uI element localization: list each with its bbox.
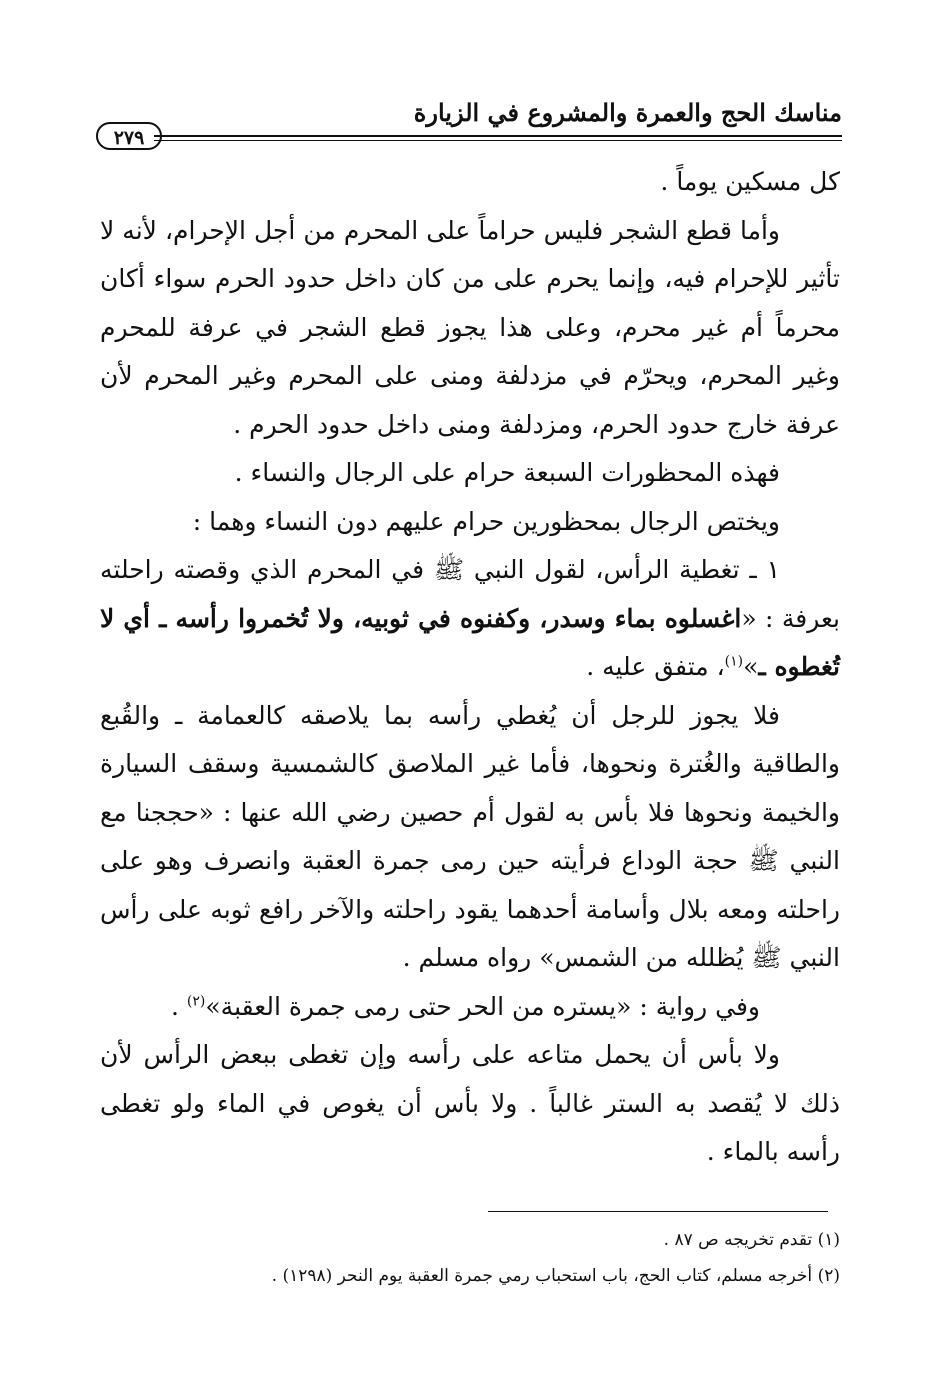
footnote-text: تقدم تخريجه ص ٨٧ . — [663, 1230, 813, 1250]
footnotes — [140, 1222, 840, 1294]
paragraph-5-intro: ١ ـ تغطية الرأس، لقول النبي ﷺ في المحرم الذي وقصته راحلته بعرفة : « — [100, 555, 841, 633]
paragraph-2: وأما قطع الشجر فليس حراماً على المحرم من أجل الإحرام، لأنه لا تأثير للإحرام فيه، وإنما يحرم على من كان داخل حدود الحرم سواء أكان محرماً أم غير محرم، وعلى هذا يجوز قطع الشجر في عرفة للمحرم وغير المحرم، ويحرّم في مزدلفة ومنى على المحرم وغير المحرم لأن عرفة خارج حدود الحرم، ومزدلفة ومنى داخل حدود الحرم . — [100, 215, 840, 439]
paragraph-6: فلا يجوز للرجل أن يُغطي رأسه بما يلاصقه كالعمامة ـ والقُبع والطاقية والغُترة ونحوها، فأما غير الملاصق كالشمسية وسقف السيارة والخيمة ونحوها فلا بأس به لقول أم حصين رضي الله عنها : «حججنا مع النبي ﷺ حجة الوداع فرأيته حين رمى جمرة العقبة وانصرف وهو على راحلته ومعه بلال وأسامة أحدهما يقود راحلته والآخر رافع ثوبه على رأس النبي ﷺ يُظلله من الشمس» رواه مسلم . — [100, 700, 840, 972]
header-rule-thin — [154, 140, 842, 141]
paragraph-1: كل مسكين يوماً . — [660, 167, 840, 196]
quote-close: » — [743, 652, 759, 681]
paragraph-7 — [100, 983, 840, 1032]
footnote-marker: (٢) — [817, 1266, 840, 1286]
running-title: مناسك الحج والعمرة والمشروع في الزيارة — [413, 98, 842, 127]
paragraph-5 — [100, 546, 840, 692]
footnote-2 — [140, 1258, 840, 1294]
main-text — [100, 158, 840, 1177]
footnote-1 — [140, 1222, 840, 1258]
paragraph-7-text: وفي رواية : «يستره من الحر حتى رمى جمرة العقبة» — [205, 991, 760, 1021]
footnote-ref-2[interactable]: (٢) — [186, 993, 206, 1010]
hadith-quote: اغسلوه بماء وسدر، وكفنوه في ثوبيه، ولا تُخمروا رأسه ـ أي لا تُغطوه ـ — [100, 603, 840, 681]
footnote-separator — [488, 1211, 828, 1212]
paragraph-7-end: . — [171, 991, 187, 1021]
footnote-text: أخرجه مسلم، كتاب الحج، باب استحباب رمي جمرة العقبة يوم النحر (١٢٩٨) . — [271, 1266, 813, 1286]
paragraph-3: فهذه المحظورات السبعة حرام على الرجال والنساء . — [234, 458, 780, 487]
paragraph-4: ويختص الرجال بمحظورين حرام عليهم دون النساء وهما : — [192, 506, 780, 536]
page-number: ٢٧٩ — [96, 122, 162, 150]
footnote-marker: (١) — [817, 1230, 840, 1250]
footnote-ref-1[interactable]: (١) — [724, 653, 744, 670]
paragraph-8: ولا بأس أن يحمل متاعه على رأسه وإن تغطى ببعض الرأس لأن ذلك لا يُقصد به الستر غالباً . ولا بأس أن يغوص في الماء ولو تغطى رأسه بالماء . — [100, 1040, 840, 1166]
paragraph-5-end: ، متفق عليه . — [586, 652, 725, 681]
running-header — [96, 98, 842, 158]
header-rule — [154, 135, 842, 137]
